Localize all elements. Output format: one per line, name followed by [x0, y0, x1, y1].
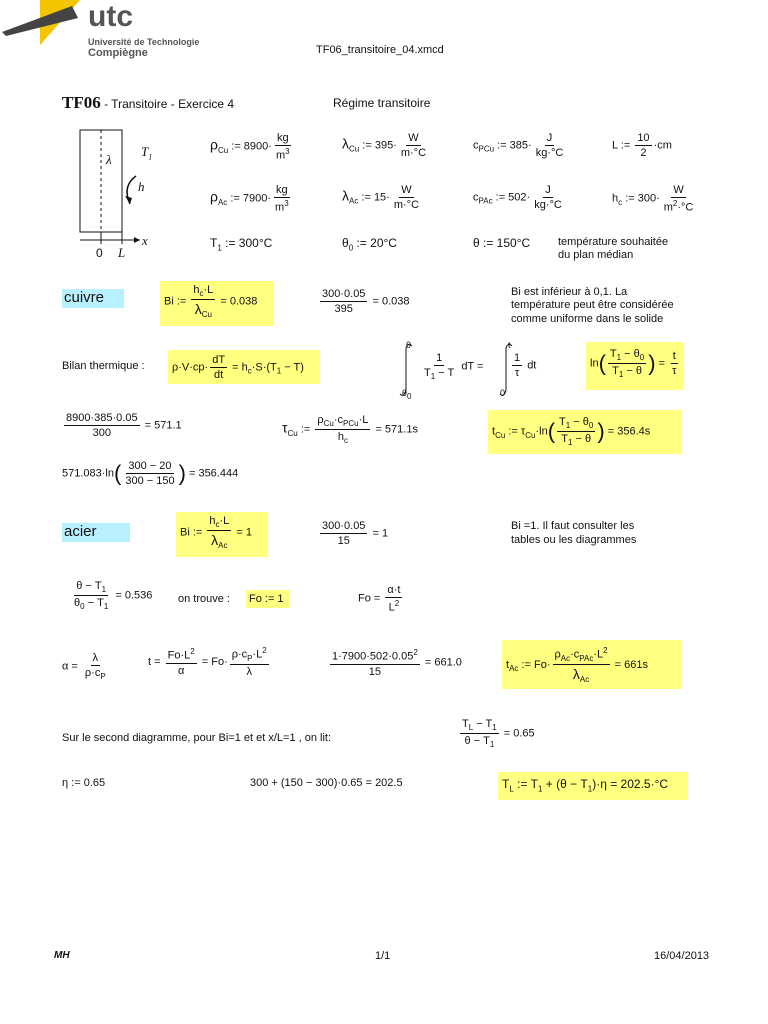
footer-page: 1/1: [375, 950, 391, 962]
cuivre-note-3: comme uniforme dans le solide: [511, 313, 664, 325]
eta-def: η := 0.65: [62, 777, 106, 789]
bi-ac-calc: $\frac{300\cdot 0.05}{15}$ = 1: [322, 520, 389, 547]
on-trouve: on trouve :: [178, 593, 230, 605]
fig-x: x: [142, 233, 148, 248]
second-diagram-text: Sur le second diagramme, pour Bi=1 et et x/L=1 , on lit:: [62, 732, 332, 744]
logo-subtitle-2: Compiègne: [88, 47, 148, 59]
theta-note-1: température souhaitée: [558, 236, 669, 248]
int2-integrand: $\frac{1}{\tau}$ dt: [514, 352, 537, 379]
bi-cu-calc: $\frac{300\cdot 0.05}{395}$ = 0.038: [322, 288, 410, 315]
tau-cu-formula: $\tau_{Cu}$ := $\frac{\rho_{Cu}\cdot c_{PCu}\cdot L}{h_c}$ = 571.1s: [282, 414, 418, 446]
ln-formula: ln( $\frac{T_1 - \theta_0}{T_1 - \theta}$ ) = $\frac{t}{\tau}$: [590, 348, 677, 380]
fo-formula: Fo = $\frac{\alpha\cdot t}{L^2}$: [358, 584, 401, 614]
L-def: L := $\frac{10}{2}$ ·cm: [612, 132, 672, 159]
footer-author: MH: [54, 950, 70, 961]
int1-integrand: $\frac{1}{T_1 - T}$ dT =: [424, 352, 484, 382]
c-pcu-def: $c_{PCu}$ := 385· $\frac{J}{kg\cdot^\circ C}$: [473, 132, 564, 159]
lambda-ac-def: $\lambda_{Ac}$ := 15· $\frac{W}{m\cdot^\circ C}$: [342, 184, 420, 211]
theta-def: θ := 150°C: [473, 236, 531, 250]
lambda-cu-def: $\lambda_{Cu}$ := 395· $\frac{W}{m\cdot^\circ C}$: [342, 132, 427, 159]
t-cu-formula: $t_{Cu}$ := $\tau_{Cu}\cdot\ln$( $\frac{T_1 - \theta_0}{T_1 - \theta}$ ) = 356.4s: [492, 416, 651, 448]
fig-t1: $T_1$: [141, 144, 153, 162]
fig-lambda: λ: [106, 152, 112, 167]
hc-def: $h_c$ := 300· $\frac{W}{m^2\cdot^\circ C}$: [612, 184, 694, 214]
bi-ac-formula: Bi := $\frac{h_c\cdot L}{\lambda_{Ac}}$ = 1: [180, 515, 252, 551]
footer-date: 16/04/2013: [654, 950, 710, 962]
rho-ac-def: $\rho_{Ac}$ := 7900· $\frac{kg}{m^3}$: [210, 184, 289, 214]
tau-calc: $\frac{8900\cdot 385\cdot 0.05}{300}$ = 571.1: [66, 412, 182, 439]
bilan-label: Bilan thermique :: [62, 360, 145, 372]
page-title: [62, 93, 234, 113]
int1-upper: θ: [406, 340, 412, 350]
theta0-def: $\theta_0$ := 20°C: [342, 236, 397, 253]
int2-upper: t: [508, 340, 511, 350]
ln-calc: 571.083·ln( $\frac{300 - 20}{300 - 150}$ ) = 356.444: [62, 460, 239, 487]
int2-lower: 0: [500, 388, 506, 398]
t-formula: t = $\frac{Fo\cdot L^2}{\alpha}$ = Fo· $\frac{\rho\cdot c_P\cdot L^2}{\lambda}$: [148, 646, 267, 678]
theta-note-2: du plan médian: [558, 249, 634, 261]
t-ac-calc: $\frac{1\cdot 7900\cdot 502\cdot 0.05^2}{15}$ = 661.0: [332, 648, 462, 678]
cuivre-label: cuivre: [64, 289, 105, 306]
cuivre-note-2: température peut être considérée: [511, 299, 674, 311]
title-code: TF06: [62, 93, 101, 112]
theta-ratio: $\frac{\theta - T_1}{\theta_0 - T_1}$ = 0.536: [74, 580, 153, 612]
file-name: TF06_transitoire_04.xmcd: [316, 44, 444, 56]
tl-formula: $T_L$ := $T_1 + (\theta - T_1)\cdot\eta = 202.5\cdot^\circ C$: [502, 777, 669, 794]
regime-label: Régime transitoire: [333, 96, 431, 110]
bi-cu-formula: Bi := $\frac{h_c\cdot L}{\lambda_{Cu}}$ = 0.038: [164, 284, 258, 320]
slab-figure: [72, 124, 162, 264]
integral-equation: [398, 340, 558, 400]
logo-text: utc: [88, 0, 133, 33]
T1-def: $T_1$ := 300°C: [210, 236, 273, 253]
title-subtitle: - Transitoire - Exercice 4: [100, 97, 235, 111]
tl-calc: 300 + (150 − 300)·0.65 = 202.5: [250, 777, 403, 789]
rho-cu-def: $\rho_{Cu}$ := 8900· $\frac{kg}{m^3}$: [210, 132, 290, 162]
acier-note-2: tables ou les diagrammes: [511, 534, 637, 546]
fig-h: h: [138, 179, 145, 194]
alpha-formula: α = $\frac{\lambda}{\rho\cdot c_P}$: [62, 652, 106, 682]
acier-note-1: Bi =1. Il faut consulter les: [511, 520, 635, 532]
fig-L: L: [118, 245, 126, 260]
fig-zero: 0: [96, 246, 103, 260]
acier-label: acier: [64, 523, 97, 540]
int1-lower: $\theta_0$: [402, 388, 412, 401]
bilan-formula: ρ·V·cp· $\frac{dT}{dt}$ = $h_c\cdot S\cdot(T_1 - T)$: [172, 354, 304, 381]
utc-logo: [0, 0, 200, 62]
logo-subtitle-1: Université de Technologie: [88, 37, 200, 47]
c-pac-def: $c_{PAc}$ := 502· $\frac{J}{kg\cdot^\circ C}$: [473, 184, 562, 211]
cuivre-note-1: Bi est inférieur à 0,1. La: [511, 286, 628, 298]
fo-assign: Fo := 1: [249, 593, 284, 605]
tl-ratio: $\frac{T_L - T_1}{\theta - T_1}$ = 0.65: [462, 718, 535, 750]
t-ac-formula: $t_{Ac}$ := Fo· $\frac{\rho_{Ac}\cdot c_{PAc}\cdot L^2}{\lambda_{Ac}}$ = 661s: [506, 646, 649, 685]
